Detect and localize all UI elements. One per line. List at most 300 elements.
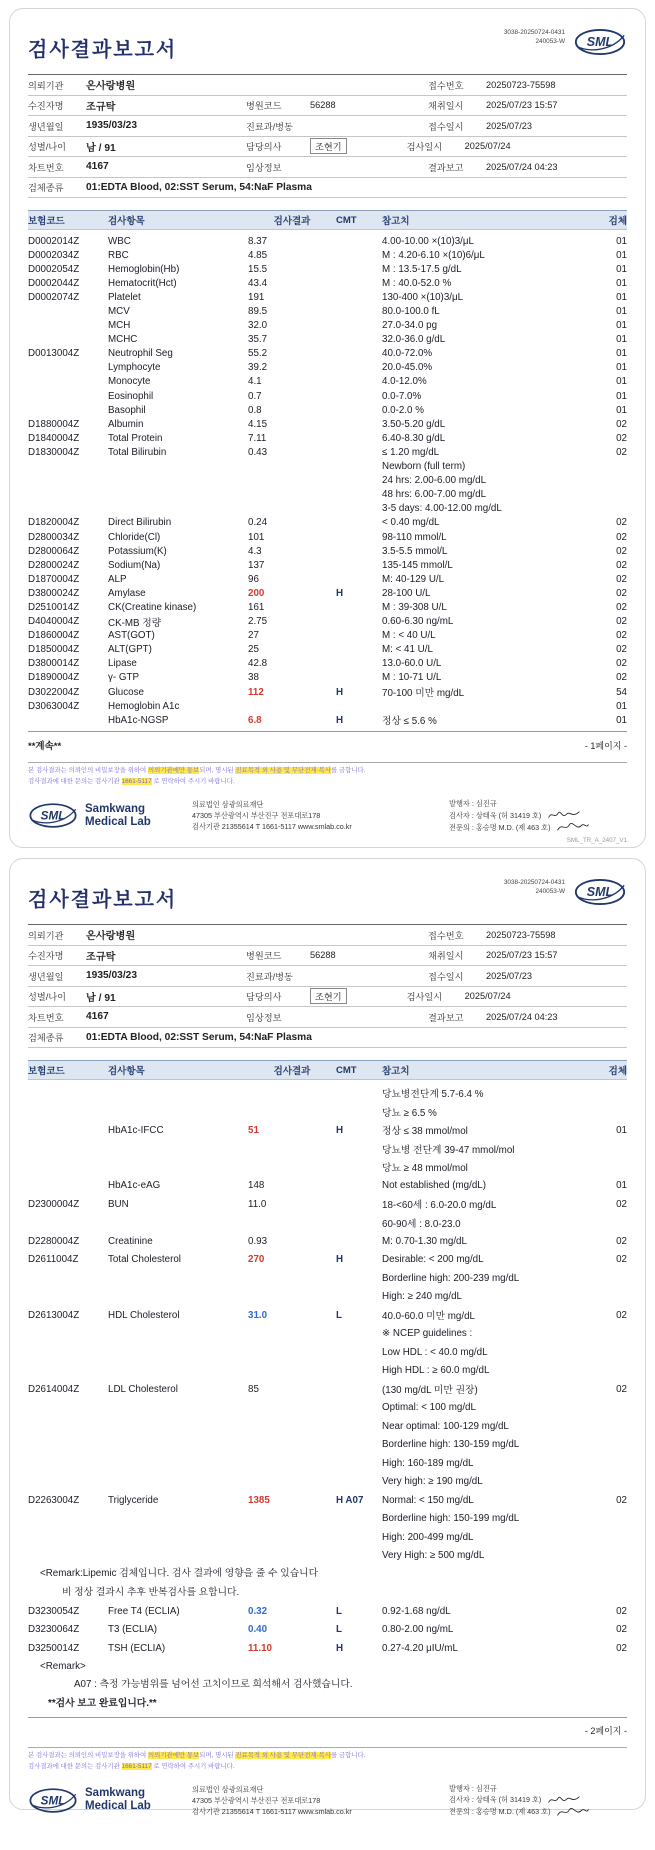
- results-table: [28, 230, 627, 732]
- specimen-code: 02: [616, 658, 627, 670]
- test-name: γ- GTP: [108, 672, 140, 684]
- test-reference-range: 32.0-36.0 g/dL: [382, 334, 446, 346]
- test-cmt-flag: H: [336, 1254, 344, 1266]
- specimen-code: 02: [616, 418, 627, 430]
- patient-field-label: 채취일시: [428, 101, 464, 112]
- test-name: MCH: [108, 320, 131, 332]
- result-row: [28, 1251, 627, 1270]
- result-row: [28, 643, 627, 657]
- personnel-block: [449, 798, 627, 833]
- sml-logo-icon: [28, 1786, 78, 1815]
- patient-field-label: 생년월일: [28, 971, 64, 982]
- test-name: HbA1c-NGSP: [108, 714, 169, 726]
- specimen-code: 02: [616, 1198, 627, 1210]
- test-code: D3230054Z: [28, 1605, 80, 1617]
- specimen-code: 02: [616, 1642, 627, 1654]
- patient-field-value: 2025/07/23 15:57: [486, 100, 558, 111]
- barcode-line-1: 3038-20250724-0431: [503, 879, 565, 886]
- barcode-line-2: 240053-W: [535, 887, 565, 895]
- result-row: [28, 1491, 627, 1510]
- test-name: Lymphocyte: [108, 362, 161, 374]
- test-cmt-flag: H: [336, 686, 344, 698]
- patient-field-label: 결과보고: [428, 1012, 464, 1023]
- test-code: D3022004Z: [28, 686, 80, 698]
- patient-field-label: 접수일시: [428, 971, 464, 982]
- test-reference-range: 3-5 days: 4.00-12.00 mg/dL: [382, 503, 502, 515]
- specimen-code: 01: [616, 348, 627, 360]
- column-header-cmt: CMT: [336, 214, 357, 226]
- test-name: Total Bilirubin: [108, 446, 167, 458]
- test-name: Monocyte: [108, 376, 151, 388]
- test-code: D1870004Z: [28, 573, 80, 585]
- result-row: [28, 276, 627, 290]
- result-row: [28, 248, 627, 262]
- test-result: 148: [248, 1180, 265, 1192]
- result-row: [28, 1232, 627, 1251]
- test-code: D1880004Z: [28, 418, 80, 430]
- patient-field-value: 20250723-75598: [486, 79, 556, 90]
- patient-info-row: [28, 1007, 627, 1028]
- test-reference-range: (130 mg/dL 미만 권장): [382, 1385, 478, 1397]
- test-name: AST(GOT): [108, 630, 155, 642]
- patient-field-value: 2025/07/24: [464, 991, 511, 1002]
- test-name: T3 (ECLIA): [108, 1624, 157, 1636]
- test-reference-range: 20.0-45.0%: [382, 362, 433, 374]
- patient-field-label: 수진자명: [28, 951, 64, 962]
- patient-field-value: 56288: [310, 100, 336, 111]
- test-reference-range: 18-<60세 : 6.0-20.0 mg/dL: [382, 1200, 497, 1212]
- specimen-code: 01: [616, 700, 627, 712]
- reference-row: [28, 502, 627, 516]
- test-reference-range: Borderline high: 130-159 mg/dL: [382, 1439, 520, 1451]
- column-header-item: 검사항목: [108, 1066, 145, 1077]
- patient-field-label: 접수번호: [428, 930, 464, 941]
- result-row: [28, 1121, 627, 1140]
- test-result: 55.2: [248, 348, 268, 360]
- test-code: D2300004Z: [28, 1198, 80, 1210]
- patient-field-value: 4167: [86, 1011, 109, 1023]
- specimen-code: 02: [616, 1309, 627, 1321]
- page-number: - 2페이지 -: [584, 1726, 627, 1736]
- patient-field-value: 조규탁: [86, 951, 116, 963]
- disclaimer-line: 검사결과에 대한 문의는 검사기관 1661-5117 로 연락하여 주시기 바랍니다.: [28, 1762, 235, 1770]
- test-code: D0013004Z: [28, 348, 80, 360]
- test-reference-range: 0.0-2.0 %: [382, 404, 424, 416]
- test-code: D2800064Z: [28, 545, 80, 557]
- result-row: [28, 544, 627, 558]
- patient-field-label: 진료과/병동: [246, 121, 293, 132]
- result-row: [28, 558, 627, 572]
- specimen-code: 01: [616, 714, 627, 726]
- patient-info-row: [28, 178, 627, 199]
- test-reference-range: M : 40.0-52.0 %: [382, 277, 452, 289]
- result-row: [28, 572, 627, 586]
- test-name: Glucose: [108, 686, 144, 698]
- org-contact: 검사기관 21355614 T 1661-5117 www.smlab.co.kr: [192, 822, 352, 832]
- brand-line-1: Samkwang: [85, 802, 146, 815]
- specimen-code: 01: [616, 306, 627, 318]
- test-name: Eosinophil: [108, 390, 154, 402]
- patient-field-label: 검체종류: [28, 183, 64, 194]
- specimen-code: 01: [616, 277, 627, 289]
- test-reference-range: 80.0-100.0 fL: [382, 306, 440, 318]
- signature-scribble-icon: [555, 821, 591, 833]
- specimen-code: 01: [616, 376, 627, 388]
- org-name: 의료법인 삼광의료재단: [192, 799, 264, 809]
- test-name: CK(Creatine kinase): [108, 601, 197, 613]
- patient-field-value: 조규탁: [86, 101, 116, 113]
- examiner-line: 검사자 : 상태욱 (허 31419 호): [449, 1795, 542, 1805]
- document-code: SML_TR_A_2407_V1: [566, 837, 627, 845]
- test-reference-range: 24 hrs: 2.00-6.00 mg/dL: [382, 475, 487, 487]
- lab-brand: [28, 801, 180, 830]
- test-result: 39.2: [248, 362, 268, 374]
- lab-brand-name: [85, 1787, 151, 1813]
- column-header-specimen: 검체: [608, 216, 627, 227]
- test-cmt-flag: L: [336, 1624, 342, 1636]
- reference-row: [28, 1528, 627, 1547]
- patient-field-label: 담당의사: [246, 992, 282, 1003]
- result-row: [28, 333, 627, 347]
- test-cmt-flag: H: [336, 587, 344, 599]
- test-name: WBC: [108, 235, 131, 247]
- patient-field-value: 2025/07/24 04:23: [486, 1011, 558, 1022]
- reference-row: [28, 460, 627, 474]
- test-result: 1385: [248, 1494, 270, 1506]
- result-row: [28, 1621, 627, 1640]
- disclaimer-line: 본 검사결과는 의뢰인의 비밀보장을 위하여 의뢰기관에만 통보되며, 명시된 진료목적 외 사용 및 무단전재·복사를 금합니다.: [28, 1752, 366, 1759]
- test-cmt-flag: H: [336, 1642, 344, 1654]
- patient-field-label: 검체종류: [28, 1033, 64, 1044]
- reference-row: [28, 1473, 627, 1492]
- test-reference-range: High HDL : ≥ 60.0 mg/dL: [382, 1365, 490, 1377]
- result-row: [28, 262, 627, 276]
- test-result: 0.43: [248, 446, 268, 458]
- result-row: [28, 615, 627, 629]
- reference-row: [28, 1417, 627, 1436]
- remark-row: <Remark>: [40, 1660, 86, 1672]
- test-reference-range: Optimal: < 100 mg/dL: [382, 1402, 476, 1414]
- test-reference-range: 당뇨 ≥ 6.5 %: [382, 1107, 437, 1119]
- test-result: 85: [248, 1383, 259, 1395]
- test-code: D1860004Z: [28, 630, 80, 642]
- remark-row: A07 : 측정 가능범위를 넘어선 고치이므로 희석해서 검사했습니다.: [74, 1679, 353, 1690]
- test-code: D4040004Z: [28, 616, 80, 628]
- lab-address: [192, 799, 352, 832]
- patient-field-label: 채취일시: [428, 951, 464, 962]
- test-result: 0.8: [248, 404, 262, 416]
- column-header-result: 검사결과: [273, 216, 311, 227]
- brand-line-2: Medical Lab: [85, 1800, 151, 1813]
- test-reference-range: 당뇨병 전단계 39-47 mmol/mol: [382, 1144, 515, 1156]
- test-name: TSH (ECLIA): [108, 1642, 166, 1654]
- test-result: 0.40: [248, 1624, 268, 1636]
- test-result: 89.5: [248, 306, 268, 318]
- test-reference-range: 0.27-4.20 μIU/mL: [382, 1642, 458, 1654]
- test-name: Triglyceride: [108, 1494, 159, 1506]
- reference-row: [28, 1436, 627, 1455]
- patient-field-value: 온사랑병원: [86, 931, 136, 943]
- result-row: [28, 685, 627, 699]
- specimen-code: 02: [616, 517, 627, 529]
- test-reference-range: 0.92-1.68 ng/dL: [382, 1605, 451, 1617]
- result-row: [28, 699, 627, 713]
- specimen-code: 02: [616, 1383, 627, 1395]
- disclaimer-line: 검사결과에 대한 문의는 검사기관 1661-5117 로 연락하여 주시기 바랍니다.: [28, 778, 235, 786]
- test-result: 42.8: [248, 658, 268, 670]
- test-result: 0.32: [248, 1605, 268, 1617]
- patient-info-row: [28, 987, 627, 1008]
- patient-field-label: 검사일시: [406, 142, 443, 153]
- result-row: [28, 417, 627, 431]
- specimen-code: 02: [616, 559, 627, 571]
- test-reference-range: 3.50-5.20 g/dL: [382, 418, 446, 430]
- brand-line-2: Medical Lab: [85, 815, 151, 828]
- test-code: D2613004Z: [28, 1309, 80, 1321]
- specimen-code: 02: [616, 1605, 627, 1617]
- test-reference-range: High: 200-499 mg/dL: [382, 1531, 474, 1543]
- patient-field-value: 01:EDTA Blood, 02:SST Serum, 54:NaF Plasma: [86, 181, 312, 193]
- patient-field-label: 진료과/병동: [246, 971, 293, 982]
- test-code: D0002054Z: [28, 263, 80, 275]
- reference-row: [28, 1084, 627, 1103]
- column-header-result: 검사결과: [273, 1066, 311, 1077]
- patient-info-row: [28, 946, 627, 967]
- test-reference-range: 3.5-5.5 mmol/L: [382, 545, 448, 557]
- test-name: Albumin: [108, 418, 144, 430]
- svg-text:SML: SML: [586, 35, 614, 50]
- test-result: 96: [248, 573, 259, 585]
- patient-info-row: [28, 96, 627, 117]
- reference-row: [28, 1325, 627, 1344]
- reference-row: [28, 1454, 627, 1473]
- result-row: [28, 234, 627, 248]
- patient-field-label: 수진자명: [28, 101, 64, 112]
- specimen-code: 02: [616, 1624, 627, 1636]
- test-reference-range: M : 10-71 U/L: [382, 672, 442, 684]
- result-row: [28, 1639, 627, 1658]
- test-result: 15.5: [248, 263, 268, 275]
- test-result: 191: [248, 291, 265, 303]
- column-header-cmt: CMT: [336, 1064, 357, 1076]
- test-code: D2263004Z: [28, 1494, 80, 1506]
- test-code: D1820004Z: [28, 517, 80, 529]
- remark-row: <Remark:Lipemic 검체입니다. 검사 결과에 영향을 줄 수 있습니다: [40, 1568, 319, 1579]
- result-row: [28, 586, 627, 600]
- test-code: D3800024Z: [28, 587, 80, 599]
- result-row: [28, 403, 627, 417]
- test-result: 6.8: [248, 714, 262, 726]
- patient-field-label: 차트번호: [28, 162, 64, 173]
- patient-field-label: 의뢰기관: [28, 80, 64, 91]
- test-code: D1850004Z: [28, 644, 80, 656]
- reference-row: [28, 1214, 627, 1233]
- patient-info: [28, 74, 627, 198]
- test-result: 2.75: [248, 616, 268, 628]
- specimen-code: 01: [616, 263, 627, 275]
- result-row: [28, 629, 627, 643]
- test-result: 4.15: [248, 418, 268, 430]
- disclaimer: [28, 762, 627, 788]
- specimen-code: 01: [616, 334, 627, 346]
- test-result: 200: [248, 587, 265, 599]
- specimen-code: 02: [616, 1235, 627, 1247]
- result-row: [28, 445, 627, 459]
- patient-info: [28, 924, 627, 1048]
- test-name: BUN: [108, 1198, 129, 1210]
- org-name: 의료법인 삼광의료재단: [192, 1784, 264, 1794]
- specimen-code: 02: [616, 432, 627, 444]
- result-row: [28, 1195, 627, 1214]
- patient-field-label: 차트번호: [28, 1012, 64, 1023]
- test-reference-range: 13.0-60.0 U/L: [382, 658, 442, 670]
- test-result: 32.0: [248, 320, 268, 332]
- column-header-reference: 참고치: [382, 1066, 410, 1077]
- examiner-line: 검사자 : 상태욱 (허 31419 호): [449, 810, 542, 820]
- test-code: D2800024Z: [28, 559, 80, 571]
- test-name: Chloride(Cl): [108, 531, 161, 543]
- test-reference-range: Very high: ≥ 190 mg/dL: [382, 1476, 483, 1488]
- reference-row: [28, 1140, 627, 1159]
- test-result: 8.37: [248, 235, 268, 247]
- report-page-2: [9, 858, 646, 1817]
- patient-info-row: [28, 925, 627, 946]
- specimen-code: 02: [616, 644, 627, 656]
- test-code: D0002034Z: [28, 249, 80, 261]
- patient-info-row: [28, 116, 627, 137]
- test-reference-range: 130-400 ×(10)3/μL: [382, 291, 464, 303]
- test-reference-range: 40.0-72.0%: [382, 348, 433, 360]
- patient-field-label: 담당의사: [246, 142, 282, 153]
- test-reference-range: Very High: ≥ 500 mg/dL: [382, 1550, 485, 1562]
- test-code: D1890004Z: [28, 672, 80, 684]
- column-header-specimen: 검체: [608, 1066, 627, 1077]
- patient-field-value: 01:EDTA Blood, 02:SST Serum, 54:NaF Plasma: [86, 1031, 312, 1043]
- test-result: 25: [248, 644, 259, 656]
- test-reference-range: 0.60-6.30 ng/mL: [382, 616, 454, 628]
- test-name: HbA1c-eAG: [108, 1180, 161, 1192]
- org-address: 47305 부산광역시 부산진구 전포대로178: [192, 811, 321, 821]
- page-title: 검사결과보고서: [28, 39, 178, 61]
- specimen-code: 02: [616, 531, 627, 543]
- test-reference-range: 당뇨병전단계 5.7-6.4 %: [382, 1089, 484, 1101]
- results-table-header: [28, 210, 627, 230]
- test-name: Hematocrit(Hct): [108, 277, 177, 289]
- patient-field-value: 56288: [310, 950, 336, 961]
- test-result: 4.1: [248, 376, 262, 388]
- patient-field-label: 결과보고: [428, 162, 464, 173]
- test-reference-range: 135-145 mmol/L: [382, 559, 453, 571]
- page-number: - 1페이지 -: [584, 740, 627, 751]
- specimen-code: 01: [616, 249, 627, 261]
- continued-note: **계속**: [28, 741, 62, 753]
- test-reference-range: 70-100 미만 mg/dL: [382, 688, 465, 700]
- patient-field-label: 생년월일: [28, 121, 64, 132]
- issuer-line: 발행자 : 심진규: [449, 799, 497, 809]
- patient-info-row: [28, 157, 627, 178]
- test-name: Total Protein: [108, 432, 163, 444]
- patient-field-label: 임상정보: [246, 1012, 282, 1023]
- patient-info-row: [28, 137, 627, 158]
- issuer-line: 발행자 : 심진규: [449, 1783, 497, 1793]
- test-name: MCHC: [108, 334, 138, 346]
- test-result: 4.3: [248, 545, 262, 557]
- reference-row: [28, 1269, 627, 1288]
- disclaimer: [28, 1747, 627, 1773]
- test-reference-range: ≤ 1.20 mg/dL: [382, 446, 440, 458]
- test-name: CK-MB 정량: [108, 617, 162, 629]
- specimen-code: 02: [616, 573, 627, 585]
- result-row: [28, 600, 627, 614]
- test-reference-range: M : 4.20-6.10 ×(10)6/μL: [382, 249, 485, 261]
- lab-address: [192, 1784, 352, 1817]
- test-result: 11.10: [248, 1642, 272, 1654]
- org-address: 47305 부산광역시 부산진구 전포대로178: [192, 1795, 321, 1805]
- test-name: Lipase: [108, 658, 137, 670]
- result-row: [28, 671, 627, 685]
- barcode-line-1: 3038-20250724-0431: [503, 29, 565, 36]
- test-code: D2800034Z: [28, 531, 80, 543]
- test-result: 0.93: [248, 1235, 268, 1247]
- test-result: 161: [248, 601, 265, 613]
- test-reference-range: M: < 41 U/L: [382, 644, 433, 656]
- patient-info-row: [28, 1028, 627, 1049]
- test-reference-range: 6.40-8.30 g/dL: [382, 432, 446, 444]
- test-result: 0.24: [248, 517, 268, 529]
- test-name: Direct Bilirubin: [108, 517, 172, 529]
- test-reference-range: 48 hrs: 6.00-7.00 mg/dL: [382, 489, 487, 501]
- specimen-code: 02: [616, 1494, 627, 1506]
- test-name: Sodium(Na): [108, 559, 161, 571]
- test-code: D1840004Z: [28, 432, 80, 444]
- test-reference-range: Desirable: < 200 mg/dL: [382, 1254, 484, 1266]
- test-reference-range: Not established (mg/dL): [382, 1180, 487, 1192]
- barcode-text: [504, 879, 565, 896]
- reference-row: [28, 1158, 627, 1177]
- test-name: Hemoglobin(Hb): [108, 263, 180, 275]
- test-name: ALT(GPT): [108, 644, 152, 656]
- specialist-line: 전문의 : 홍승명 M.D. (제 463 호): [449, 1807, 551, 1817]
- test-result: 27: [248, 630, 259, 642]
- test-reference-range: High: ≥ 240 mg/dL: [382, 1291, 462, 1303]
- reference-row: [28, 474, 627, 488]
- test-reference-range: 28-100 U/L: [382, 587, 431, 599]
- test-reference-range: 0.80-2.00 ng/mL: [382, 1624, 454, 1636]
- patient-field-value: 2025/07/24: [464, 141, 511, 152]
- results-table: [28, 1080, 627, 1718]
- test-name: Hemoglobin A1c: [108, 700, 180, 712]
- result-row: [28, 389, 627, 403]
- patient-field-label: 병원코드: [246, 951, 282, 962]
- svg-text:SML: SML: [40, 1794, 66, 1808]
- brand-line-1: Samkwang: [85, 1787, 146, 1800]
- specimen-code: 01: [616, 390, 627, 402]
- patient-field-value: 20250723-75598: [486, 929, 556, 940]
- result-row: [28, 431, 627, 445]
- patient-field-value: 4167: [86, 161, 109, 173]
- patient-field-value: 온사랑병원: [86, 81, 136, 93]
- test-code: D2510014Z: [28, 601, 80, 613]
- lab-brand-name: [85, 803, 151, 829]
- test-reference-range: M : 39-308 U/L: [382, 601, 447, 613]
- remark-row: 비 정상 결과시 추후 반복검사를 요합니다.: [62, 1586, 240, 1598]
- test-code: D2614004Z: [28, 1383, 80, 1395]
- test-result: 43.4: [248, 277, 268, 289]
- test-reference-range: Borderline high: 150-199 mg/dL: [382, 1513, 520, 1525]
- svg-text:SML: SML: [40, 809, 66, 823]
- patient-field-label: 의뢰기관: [28, 930, 64, 941]
- disclaimer-line: 본 검사결과는 의뢰인의 비밀보장을 위하여 의뢰기관에만 통보되며, 명시된 진료목적 외 사용 및 무단전재·복사를 금합니다.: [28, 767, 366, 775]
